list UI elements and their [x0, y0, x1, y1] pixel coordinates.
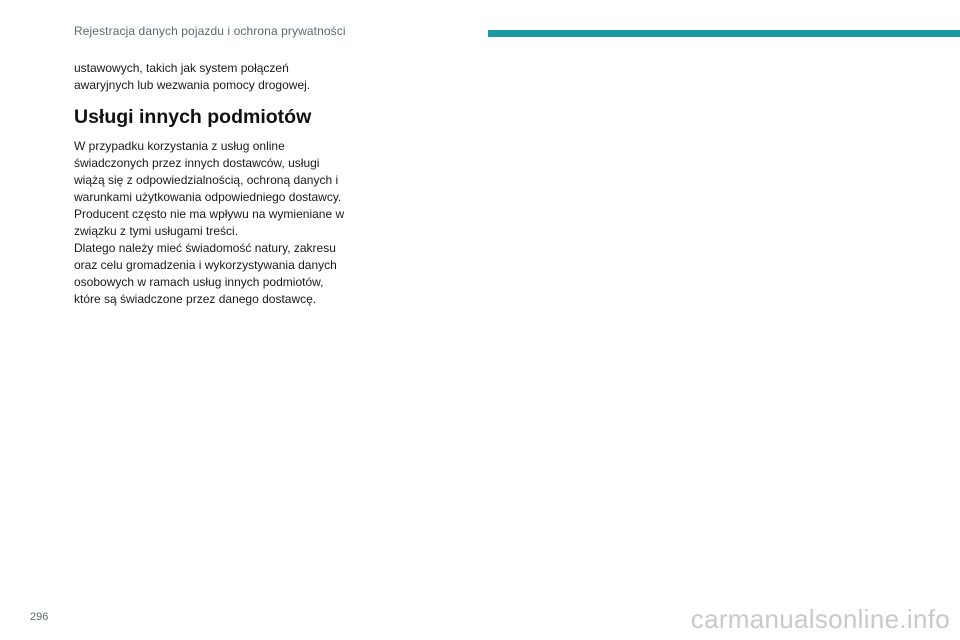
body-paragraph-2: Dlatego należy mieć świadomość natury, zakresu oraz celu gromadzenia i wykorzystywania danych osobowych w ramach usług innych podmiotów, które są świadczone przez danego dostawcę. — [74, 241, 337, 306]
section-title: Usługi innych podmiotów — [74, 106, 312, 128]
page-number: 296 — [30, 611, 49, 623]
watermark: carmanualsonline.info — [690, 604, 950, 634]
accent-bar — [488, 30, 960, 37]
body-paragraph-1: W przypadku korzystania z usług online świadczonych przez innych dostawców, usługi wiążą się z odpowiedzialnością, ochroną danych i warunkami użytkowania odpowiedniego dostawcy. Producent często nie ma wpływu na wymieniane w związku z tymi usługami treści. — [74, 139, 345, 238]
running-header: Rejestracja danych pojazdu i ochrona prywatności — [74, 24, 346, 38]
text-column — [74, 60, 346, 308]
intro-paragraph: ustawowych, takich jak system połączeń awaryjnych lub wezwania pomocy drogowej. — [74, 61, 311, 92]
